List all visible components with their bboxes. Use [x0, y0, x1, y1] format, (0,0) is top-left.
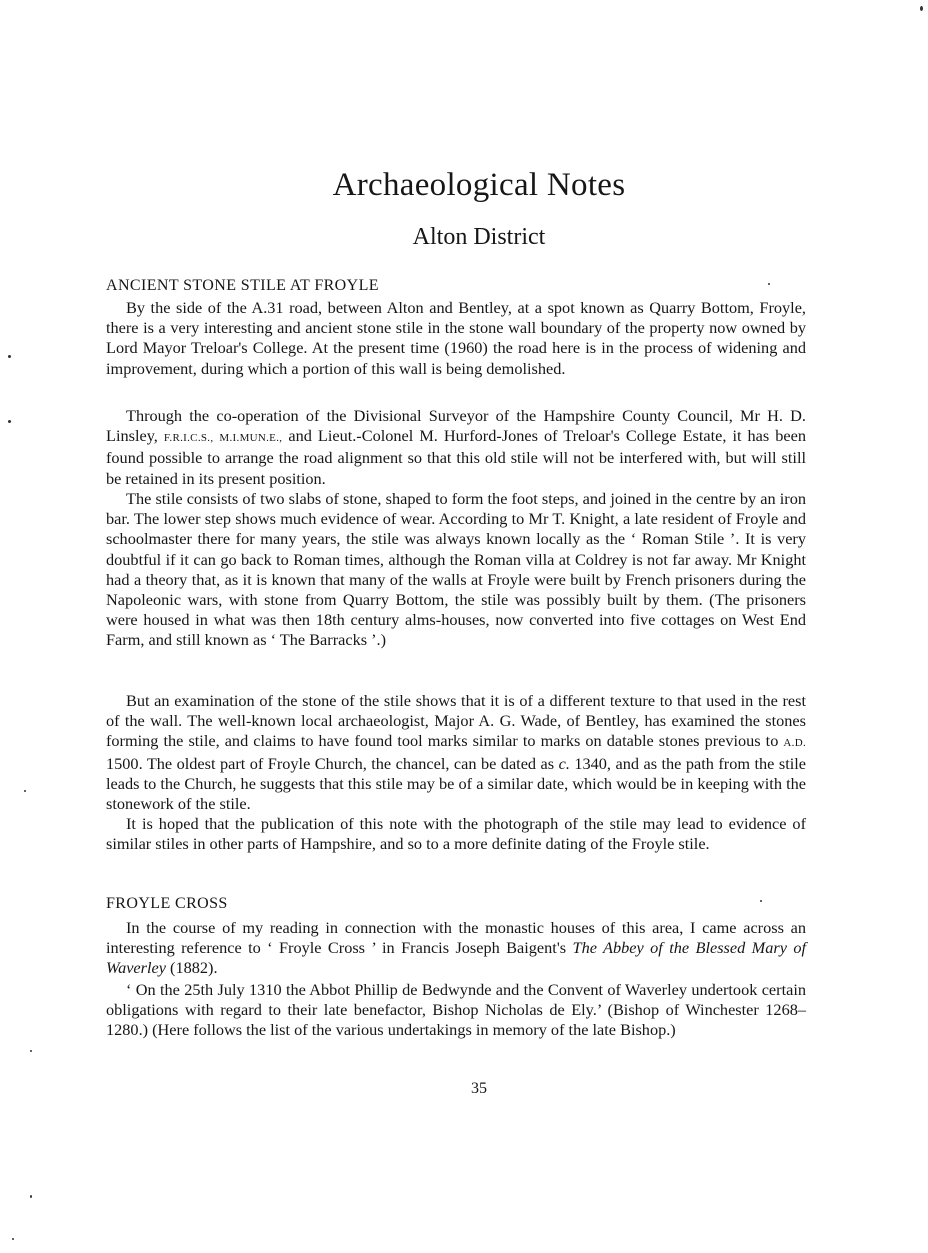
paragraph: ‘ On the 25th July 1310 the Abbot Phillip de Bedwynde and the Convent of Waverley undertook certain obligations with regard to their late benefactor, Bishop Nicholas de Ely.’ (Bishop of Winchester 1268–1280.) (Here follows the list of the various undertakings in memory of the late Bishop.) [106, 980, 806, 1040]
page-title: Archaeological Notes [332, 167, 626, 203]
text-run: c. [558, 753, 570, 773]
text-run: and Lieut.-Colonel M. Hurford-Jones of Treloar's College Estate, it has been found possible to arrange the road alignment so that this old stile will not be interfered with, but will still be retained in its present position. [106, 426, 806, 488]
text-run: 1500. The oldest part of Froyle Church, the chancel, can be dated as [106, 753, 559, 773]
paragraph [106, 918, 806, 979]
section-heading-stile: ANCIENT STONE STILE AT FROYLE [106, 277, 379, 294]
scan-speck [12, 1238, 14, 1240]
text-run: Through the co-operation of the Divisional Surveyor of the Hampshire County Council, Mr H. D. Linsley, [106, 406, 806, 446]
text-run: M.I.MUN.E., [219, 432, 283, 445]
paragraph: It is hoped that the publication of this note with the photograph of the stile may lead to evidence of similar stiles in other parts of Hampshire, and so to a more definite dating of the Froyle stile. [106, 814, 806, 854]
scan-speck [24, 790, 26, 792]
text-run: The Abbey of the Blessed Mary of Waverley [106, 938, 807, 978]
section-heading-cross: FROYLE CROSS [106, 895, 228, 912]
scan-speck [768, 283, 770, 285]
paragraph [106, 691, 806, 814]
scan-speck [8, 355, 11, 358]
scan-speck [8, 420, 11, 423]
page-number: 35 [471, 1080, 487, 1097]
text-run: F.R.I.C.S., [163, 432, 214, 445]
paragraph: By the side of the A.31 road, between Alton and Bentley, at a spot known as Quarry Bottom, Froyle, there is a very interesting and ancient stone stile in the stone wall boundary of the property now owned by Lord Mayor Treloar's College. At the present time (1960) the road here is in the process of widening and improvement, during which a portion of this wall is being demolished. [106, 298, 806, 378]
scan-speck [760, 900, 762, 902]
text-run: (1882). [165, 958, 218, 978]
paragraph [106, 406, 806, 489]
scan-speck [920, 6, 923, 11]
page-subtitle: Alton District [412, 224, 546, 250]
paragraph: The stile consists of two slabs of stone, shaped to form the foot steps, and joined in the centre by an iron bar. The lower step shows much evidence of wear. According to Mr T. Knight, a late resident of Froyle and schoolmaster there for many years, the stile was always known locally as the ‘ Roman Stile ’. It is very doubtful if it can go back to Roman times, although the Roman villa at Coldrey is not far away. Mr Knight had a theory that, as it is known that many of the walls at Froyle were built by French prisoners during the Napoleonic wars, with stone from Quarry Bottom, the stile was possibly built by them. (The prisoners were housed in what was then 18th century alms-houses, now converted into five cottages on West End Farm, and still known as ‘ The Barracks ’.) [106, 489, 806, 650]
scan-speck [30, 1195, 32, 1198]
text-run: In the course of my reading in connection with the monastic houses of this area, I came across an interesting reference to ‘ Froyle Cross ’ in Francis Joseph Baigent's [106, 918, 806, 958]
scan-speck [30, 1050, 32, 1052]
text-run: 1340, and as the path from the stile leads to the Church, he suggests that this stile may be of a similar date, which would be in keeping with the stonework of the stile. [106, 753, 807, 814]
text-run: A.D. [783, 737, 806, 750]
text-run: But an examination of the stone of the stile shows that it is of a different texture to that used in the rest of the wall. The well-known local archaeologist, Major A. G. Wade, of Bentley, has examined the stones forming the stile, and claims to have found tool marks similar to marks on datable stones previous to [106, 691, 806, 751]
